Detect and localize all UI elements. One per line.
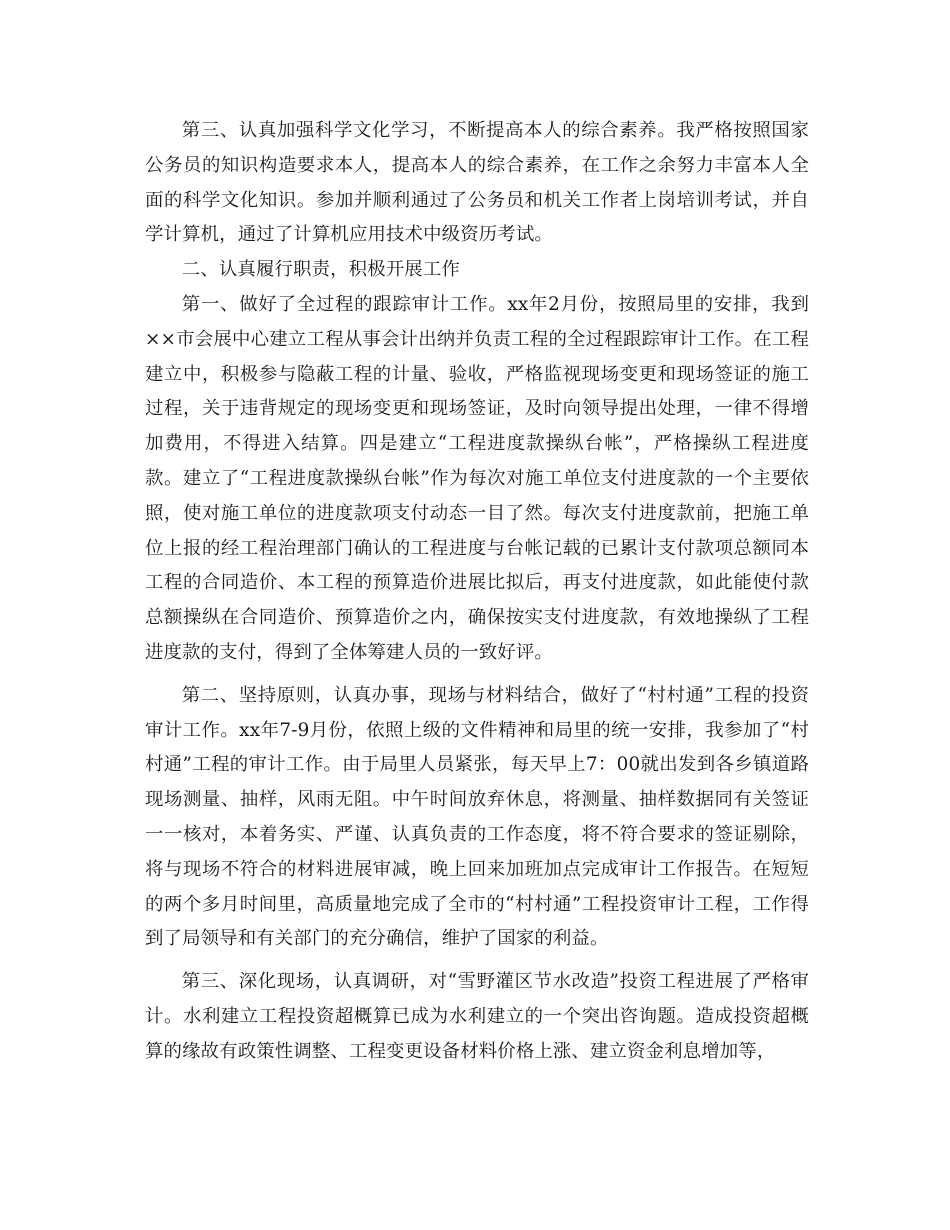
paragraph-tracking-audit: 第一、做好了全过程的跟踪审计工作。xx年2月份，按照局里的安排，我到××市会展中心建立工程从事会计出纳并负责工程的全过程跟踪审计工作。在工程建立中，积极参与隐蔽工程的计量、验收，严格监视现场变更和现场签证的施工过程，关于违背规定的现场变更和现场签证，及时向领导提出处理，一律不得增加费用，不得进入结算。四是建立“工程进度款操纵台帐”，严格操纵工程进度款。建立了“工程进度款操纵台帐”作为每次对施工单位支付进度款的一个主要依照，使对施工单位的进度款项支付动态一目了然。每次支付进度款前，把施工单位上报的经工程治理部门确认的工程进度与台帐记载的已累计支付款项总额同本工程的合同造价、本工程的预算造价进展比拟后，再支付进度款，如此能使付款总额操纵在合同造价、预算造价之内，确保按实支付进度款，有效地操纵了工程进度款的支付，得到了全体筹建人员的一致好评。 (145, 293, 809, 663)
document-page (145, 114, 809, 1070)
paragraph-self-study: 第三、认真加强科学文化学习，不断提高本人的综合素养。我严格按照国家公务员的知识构造要求本人，提高本人的综合素养，在工作之余努力丰富本人全面的科学文化知识。参加并顺利通过了公务员和机关工作者上岗培训考试，并自学计算机，通过了计算机应用技术中级资历考试。 (145, 120, 809, 246)
paragraph-village-road-audit: 第二、坚持原则，认真办事，现场与材料结合，做好了“村村通”工程的投资审计工作。xx年7-9月份，依照上级的文件精神和局里的统一安排，我参加了“村村通”工程的审计工作。由于局里人员紧张，每天早上7：00就出发到各乡镇道路现场测量、抽样，风雨无阻。中午时间放弃休息，将测量、抽样数据同有关签证一一核对，本着务实、严谨、认真负责的工作态度，将不符合要求的签证剔除，将与现场不符合的材料进展审减，晚上回来加班加点完成审计工作报告。在短短的两个多月时间里，高质量地完成了全市的“村村通”工程投资审计工程，工作得到了局领导和有关部门的充分确信，维护了国家的利益。 (145, 684, 809, 950)
paragraph-irrigation-audit: 第三、深化现场，认真调研，对“雪野灌区节水改造”投资工程进展了严格审计。水利建立工程投资超概算已成为水利建立的一个突出咨询题。造成投资超概算的缘故有政策性调整、工程变更设备材料价格上涨、建立资金利息增加等， (145, 971, 809, 1062)
section-heading-duties: 二、认真履行职责，积极开展工作 (181, 259, 460, 281)
